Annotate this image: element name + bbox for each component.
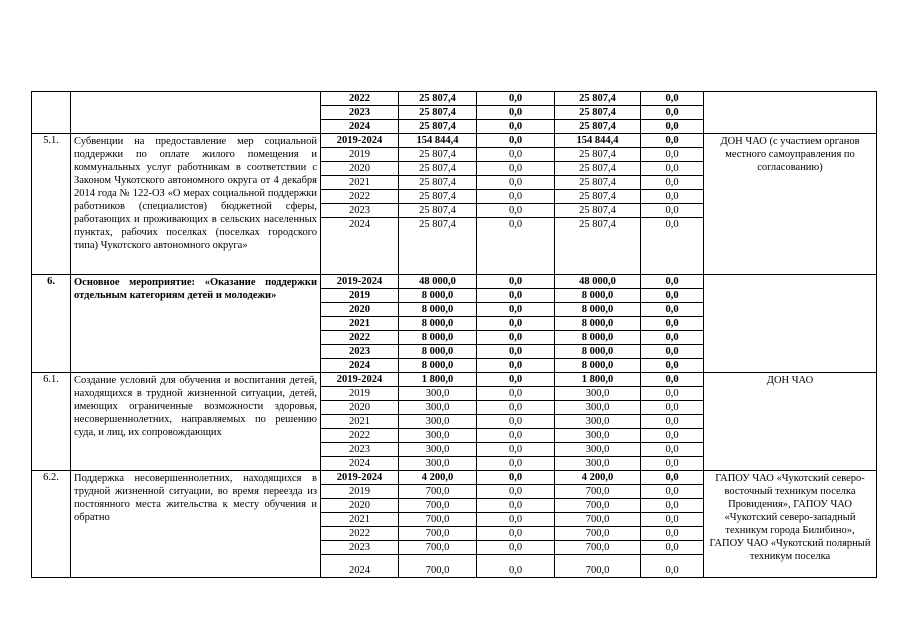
- other-cell: 0,0: [641, 499, 704, 513]
- regional-cell: 1 800,0: [555, 373, 641, 387]
- period-cell: 2021: [321, 317, 399, 331]
- other-cell: 0,0: [641, 275, 704, 289]
- other-cell: 0,0: [641, 148, 704, 162]
- federal-cell: 0,0: [477, 120, 555, 134]
- total-cell: 25 807,4: [399, 106, 477, 120]
- regional-cell: 700,0: [555, 499, 641, 513]
- federal-cell: 0,0: [477, 387, 555, 401]
- period-cell: 2019: [321, 485, 399, 499]
- regional-cell: 300,0: [555, 443, 641, 457]
- total-cell: 25 807,4: [399, 218, 477, 275]
- regional-cell: 8 000,0: [555, 303, 641, 317]
- regional-cell: 25 807,4: [555, 92, 641, 106]
- federal-cell: 0,0: [477, 162, 555, 176]
- regional-cell: 8 000,0: [555, 289, 641, 303]
- regional-cell: 8 000,0: [555, 345, 641, 359]
- other-cell: 0,0: [641, 204, 704, 218]
- other-cell: 0,0: [641, 218, 704, 275]
- other-cell: 0,0: [641, 345, 704, 359]
- period-cell: 2023: [321, 345, 399, 359]
- other-cell: 0,0: [641, 471, 704, 485]
- federal-cell: 0,0: [477, 176, 555, 190]
- total-cell: 8 000,0: [399, 345, 477, 359]
- other-cell: 0,0: [641, 134, 704, 148]
- total-cell: 25 807,4: [399, 176, 477, 190]
- federal-cell: 0,0: [477, 513, 555, 527]
- item-number-cell: 6.: [32, 275, 71, 373]
- total-cell: 700,0: [399, 513, 477, 527]
- other-cell: 0,0: [641, 176, 704, 190]
- regional-cell: 700,0: [555, 485, 641, 499]
- federal-cell: 0,0: [477, 345, 555, 359]
- federal-cell: 0,0: [477, 218, 555, 275]
- other-cell: 0,0: [641, 162, 704, 176]
- other-cell: 0,0: [641, 92, 704, 106]
- federal-cell: 0,0: [477, 289, 555, 303]
- regional-cell: 8 000,0: [555, 317, 641, 331]
- other-cell: 0,0: [641, 106, 704, 120]
- total-cell: 25 807,4: [399, 190, 477, 204]
- federal-cell: 0,0: [477, 373, 555, 387]
- other-cell: 0,0: [641, 485, 704, 499]
- period-cell: 2022: [321, 527, 399, 541]
- period-cell: 2023: [321, 541, 399, 555]
- regional-cell: 8 000,0: [555, 331, 641, 345]
- total-cell: 8 000,0: [399, 331, 477, 345]
- period-cell: 2022: [321, 190, 399, 204]
- total-cell: 300,0: [399, 443, 477, 457]
- total-cell: 4 200,0: [399, 471, 477, 485]
- period-cell: 2024: [321, 120, 399, 134]
- federal-cell: 0,0: [477, 457, 555, 471]
- executor-cell: ДОН ЧАО: [704, 373, 877, 471]
- federal-cell: 0,0: [477, 190, 555, 204]
- total-cell: 300,0: [399, 401, 477, 415]
- table-row: [32, 373, 877, 387]
- federal-cell: 0,0: [477, 527, 555, 541]
- regional-cell: 700,0: [555, 555, 641, 578]
- federal-cell: 0,0: [477, 92, 555, 106]
- total-cell: 25 807,4: [399, 92, 477, 106]
- period-cell: 2024: [321, 457, 399, 471]
- regional-cell: 25 807,4: [555, 218, 641, 275]
- total-cell: 300,0: [399, 387, 477, 401]
- executor-cell: ДОН ЧАО (с участием органов местного самоуправления по согласованию): [704, 134, 877, 275]
- total-cell: 25 807,4: [399, 148, 477, 162]
- item-number-cell: [32, 92, 71, 134]
- regional-cell: 48 000,0: [555, 275, 641, 289]
- federal-cell: 0,0: [477, 471, 555, 485]
- total-cell: 154 844,4: [399, 134, 477, 148]
- regional-cell: 700,0: [555, 513, 641, 527]
- total-cell: 48 000,0: [399, 275, 477, 289]
- total-cell: 8 000,0: [399, 303, 477, 317]
- period-cell: 2019-2024: [321, 275, 399, 289]
- total-cell: 700,0: [399, 555, 477, 578]
- other-cell: 0,0: [641, 457, 704, 471]
- description-cell: Субвенции на предоставление мер социальной поддержки по оплате жилого помещения и коммунальных услуг работникам в соответствии с Законом Чукотского автономного округа от 4 декабря 2014 года № 122-ОЗ «О мерах социальной поддержки работников (специалистов) бюджетной сферы, работающих и проживающих в сельских населенных пунктах, рабочих поселках (поселках городского типа) Чукотского автономного округа»: [71, 134, 321, 275]
- other-cell: 0,0: [641, 289, 704, 303]
- other-cell: 0,0: [641, 443, 704, 457]
- item-number-cell: 6.1.: [32, 373, 71, 471]
- federal-cell: 0,0: [477, 499, 555, 513]
- other-cell: 0,0: [641, 527, 704, 541]
- federal-cell: 0,0: [477, 275, 555, 289]
- other-cell: 0,0: [641, 513, 704, 527]
- total-cell: 8 000,0: [399, 359, 477, 373]
- description-cell: Создание условий для обучения и воспитания детей, находящихся в трудной жизненной ситуации, детей, имеющих ограниченные возможности здоровья, несовершеннолетних, направляемых по решению суда, и лиц, их сопровождающих: [71, 373, 321, 471]
- regional-cell: 25 807,4: [555, 162, 641, 176]
- period-cell: 2019-2024: [321, 471, 399, 485]
- federal-cell: 0,0: [477, 303, 555, 317]
- total-cell: 700,0: [399, 485, 477, 499]
- executor-cell: ГАПОУ ЧАО «Чукотский северо-восточный техникум поселка Провидения», ГАПОУ ЧАО «Чукотский северо-западный техникум города Билибино», ГАПОУ ЧАО «Чукотский полярный техникум поселка: [704, 471, 877, 578]
- period-cell: 2021: [321, 513, 399, 527]
- period-cell: 2022: [321, 331, 399, 345]
- period-cell: 2021: [321, 415, 399, 429]
- description-cell: Основное мероприятие: «Оказание поддержки отдельным категориям детей и молодежи»: [71, 275, 321, 373]
- item-number-cell: 6.2.: [32, 471, 71, 578]
- federal-cell: 0,0: [477, 555, 555, 578]
- other-cell: 0,0: [641, 373, 704, 387]
- table-row: [32, 471, 877, 485]
- regional-cell: 700,0: [555, 541, 641, 555]
- federal-cell: 0,0: [477, 331, 555, 345]
- total-cell: 700,0: [399, 499, 477, 513]
- federal-cell: 0,0: [477, 317, 555, 331]
- federal-cell: 0,0: [477, 541, 555, 555]
- period-cell: 2019-2024: [321, 373, 399, 387]
- total-cell: 300,0: [399, 429, 477, 443]
- other-cell: 0,0: [641, 303, 704, 317]
- federal-cell: 0,0: [477, 204, 555, 218]
- description-cell: [71, 92, 321, 134]
- regional-cell: 300,0: [555, 429, 641, 443]
- total-cell: 300,0: [399, 457, 477, 471]
- regional-cell: 300,0: [555, 415, 641, 429]
- period-cell: 2020: [321, 401, 399, 415]
- period-cell: 2024: [321, 555, 399, 578]
- regional-cell: 700,0: [555, 527, 641, 541]
- period-cell: 2023: [321, 443, 399, 457]
- executor-cell: [704, 275, 877, 373]
- regional-cell: 25 807,4: [555, 204, 641, 218]
- period-cell: 2019: [321, 289, 399, 303]
- other-cell: 0,0: [641, 401, 704, 415]
- budget-table: [31, 91, 877, 578]
- description-cell: Поддержка несовершеннолетних, находящихся в трудной жизненной ситуации, во время переезда из постоянного места жительства к месту обучения и обратно: [71, 471, 321, 578]
- regional-cell: 8 000,0: [555, 359, 641, 373]
- period-cell: 2020: [321, 162, 399, 176]
- total-cell: 8 000,0: [399, 289, 477, 303]
- other-cell: 0,0: [641, 359, 704, 373]
- other-cell: 0,0: [641, 120, 704, 134]
- federal-cell: 0,0: [477, 429, 555, 443]
- item-number-cell: 5.1.: [32, 134, 71, 275]
- federal-cell: 0,0: [477, 148, 555, 162]
- other-cell: 0,0: [641, 331, 704, 345]
- total-cell: 25 807,4: [399, 204, 477, 218]
- total-cell: 1 800,0: [399, 373, 477, 387]
- other-cell: 0,0: [641, 541, 704, 555]
- other-cell: 0,0: [641, 555, 704, 578]
- table-row: [32, 134, 877, 148]
- other-cell: 0,0: [641, 429, 704, 443]
- regional-cell: 25 807,4: [555, 120, 641, 134]
- period-cell: 2023: [321, 106, 399, 120]
- federal-cell: 0,0: [477, 401, 555, 415]
- other-cell: 0,0: [641, 190, 704, 204]
- total-cell: 700,0: [399, 527, 477, 541]
- period-cell: 2019: [321, 387, 399, 401]
- period-cell: 2022: [321, 429, 399, 443]
- total-cell: 8 000,0: [399, 317, 477, 331]
- period-cell: 2024: [321, 359, 399, 373]
- total-cell: 25 807,4: [399, 120, 477, 134]
- period-cell: 2021: [321, 176, 399, 190]
- table-row: [32, 92, 877, 106]
- federal-cell: 0,0: [477, 106, 555, 120]
- federal-cell: 0,0: [477, 443, 555, 457]
- regional-cell: 25 807,4: [555, 190, 641, 204]
- other-cell: 0,0: [641, 415, 704, 429]
- total-cell: 300,0: [399, 415, 477, 429]
- other-cell: 0,0: [641, 387, 704, 401]
- regional-cell: 300,0: [555, 387, 641, 401]
- regional-cell: 25 807,4: [555, 106, 641, 120]
- regional-cell: 300,0: [555, 401, 641, 415]
- total-cell: 700,0: [399, 541, 477, 555]
- period-cell: 2019: [321, 148, 399, 162]
- period-cell: 2020: [321, 303, 399, 317]
- period-cell: 2019-2024: [321, 134, 399, 148]
- period-cell: 2023: [321, 204, 399, 218]
- period-cell: 2024: [321, 218, 399, 275]
- federal-cell: 0,0: [477, 485, 555, 499]
- other-cell: 0,0: [641, 317, 704, 331]
- period-cell: 2022: [321, 92, 399, 106]
- table-row: [32, 275, 877, 289]
- table-body: [32, 92, 877, 578]
- regional-cell: 154 844,4: [555, 134, 641, 148]
- total-cell: 25 807,4: [399, 162, 477, 176]
- regional-cell: 25 807,4: [555, 176, 641, 190]
- federal-cell: 0,0: [477, 359, 555, 373]
- federal-cell: 0,0: [477, 415, 555, 429]
- federal-cell: 0,0: [477, 134, 555, 148]
- regional-cell: 25 807,4: [555, 148, 641, 162]
- regional-cell: 300,0: [555, 457, 641, 471]
- regional-cell: 4 200,0: [555, 471, 641, 485]
- executor-cell: [704, 92, 877, 134]
- period-cell: 2020: [321, 499, 399, 513]
